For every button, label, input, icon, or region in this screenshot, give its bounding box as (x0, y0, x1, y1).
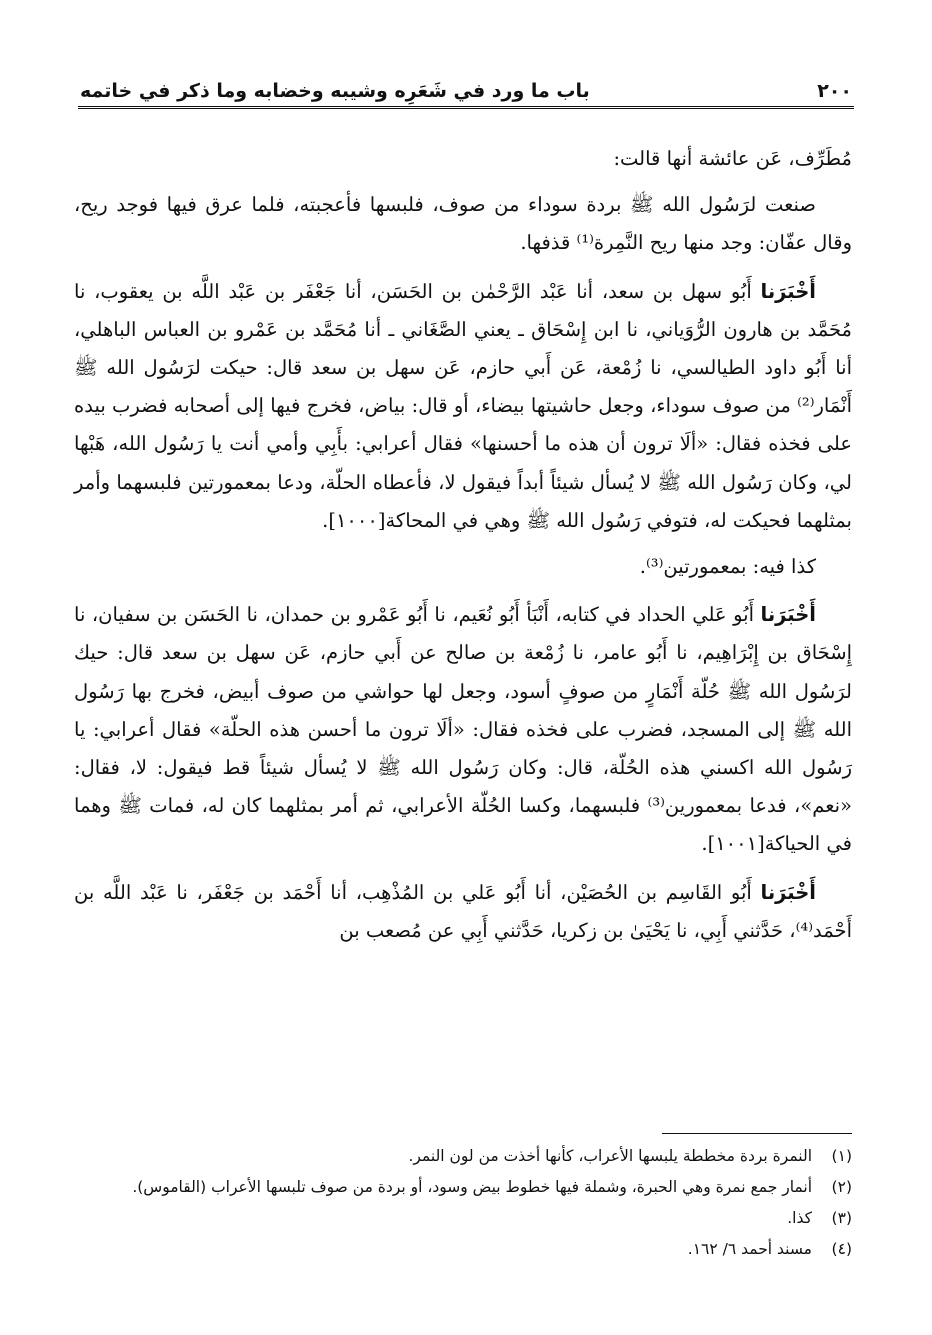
footnote-3 (74, 1205, 852, 1232)
footnote-number: (٢) (831, 1178, 852, 1196)
footnote-text: كذا. (787, 1209, 812, 1227)
footnote-2 (74, 1174, 852, 1201)
paragraph-2 (74, 186, 852, 262)
footnotes (74, 1143, 852, 1267)
paragraph-text: أَبُو سهل بن سعد، أنا عَبْد الرَّحْمٰن بن الحَسَن، أنا جَعْفَر بن عَبْد اللَّه بن يعقوب، نا مُحَمَّد بن هارون الرُّوَياني، نا ابن إِسْحَاق ـ يعني الصَّغَاني ـ أنا مُحَمَّد بن عَمْرو بن العباس الباهلي، أنا أَبُو داود الطيالسي، نا زُمْعة، عَن أَبي حازم، عَن سهل بن سعد قال: حيكت لرَسُول الله ﷺ أَنْمَار⁽²⁾ من صوف سوداء، وجعل حاشيتها بيضاء، أو قال: بياض، فخرج فيها إلى أصحابه فضرب بيده على فخذه فقال: «ألَا ترون أن هذه ما أحسنها» فقال أعرابي: بأَبِي وأمي أنت يا رَسُول الله، هَبْها لي، وكان رَسُول الله ﷺ لا يُسأل شيئاً أبداً فيقول لا، فأعطاه الحلّة، ودعا بمعمورتين فلبسهما وأمر بمثلهما فحيكت له، فتوفي رَسُول الله ﷺ وهي في المحاكة[١٠٠٠]. (74, 279, 852, 532)
running-header (80, 68, 852, 102)
header-rule (78, 106, 854, 109)
running-title: باب ما ورد في شَعَرِه وشيبه وخضابه وما ذكر في خاتمه (80, 80, 590, 102)
paragraph-text: أَبُو عَلي الحداد في كتابه، أَنْبَأ أَبُو نُعَيم، نا أَبُو عَمْرو بن حمدان، نا الحَسَن بن سفيان، نا إِسْحَاق بن إِبْرَاهِيم، نا أَبُو عامر، نا زُمْعة بن صالح عن أَبي حازم، عَن سهل بن سعد قال: حيك لرَسُول الله ﷺ حُلّة أَنْمَارٍ من صوفٍ أسود، وجعل لها حواشي من صوف أبيض، فخرج بها رَسُول الله ﷺ إلى المسجد، فضرب على فخذه فقال: «ألَا ترون ما أحسن هذه الحلّة» فقال أعرابي: يا رَسُول الله اكسني هذه الحُلّة، قال: وكان رَسُول الله ﷺ لا يُسأل شيئاً قط فيقول: لا، فقال: «نعم»، فدعا بمعمورين⁽³⁾ فلبسهما، وكسا الحُلّة الأعرابي، ثم أمر بمثلهما كان له، فمات ﷺ وهما في الحياكة[١٠٠١]. (74, 603, 852, 856)
paragraph-text: كذا فيه: بمعمورتين⁽³⁾. (639, 555, 816, 579)
footnote-number: (١) (831, 1147, 852, 1165)
paragraph-6 (74, 874, 852, 950)
paragraph-text: أَبُو القَاسِم بن الحُصَيْن، أنا أَبُو عَلي بن المُذْهِب، أنا أَحْمَد بن جَعْفَر، نا عَبْد اللَّه بن أَحْمَد⁽⁴⁾، حَدَّثني أَبِي، نا يَحْيَىٰ بن زكريا، حَدَّثني أَبِي عن مُصعب بن (74, 880, 852, 942)
main-text (74, 140, 852, 958)
isnad-keyword: أَخْبَرَنا (760, 279, 816, 303)
footnote-1 (74, 1143, 852, 1170)
footnote-text: أنمار جمع نمرة وهي الحبرة، وشملة فيها خطوط بيض وسود، أو بردة من صوف تلبسها الأعراب (القاموس). (132, 1178, 812, 1196)
paragraph-5 (74, 596, 852, 863)
footnote-number: (٤) (831, 1240, 852, 1258)
footnote-4 (74, 1236, 852, 1263)
isnad-keyword: أَخْبَرَنا (760, 880, 816, 904)
paragraph-4 (74, 548, 852, 586)
paragraph-text: مُطَرِّف، عَن عائشة أنها قالت: (613, 147, 852, 170)
paragraph-3 (74, 273, 852, 540)
paragraph-text: صنعت لرَسُول الله ﷺ بردة سوداء من صوف، فلبسها فأعجبته، فلما عرق فيها فوجد ريح، وقال عفّان: وجد منها ريح النَّمِرة⁽¹⁾ قذفها. (74, 193, 852, 255)
page-number: ٢٠٠ (817, 80, 852, 102)
footnote-number: (٣) (831, 1209, 852, 1227)
footnote-rule (662, 1133, 852, 1134)
isnad-keyword: أَخْبَرَنا (760, 603, 816, 627)
paragraph-1 (74, 140, 852, 178)
footnote-text: مسند أحمد ٦/ ١٦٢. (687, 1240, 812, 1258)
footnote-text: النمرة بردة مخططة يلبسها الأعراب، كأنها أخذت من لون النمر. (408, 1147, 812, 1165)
